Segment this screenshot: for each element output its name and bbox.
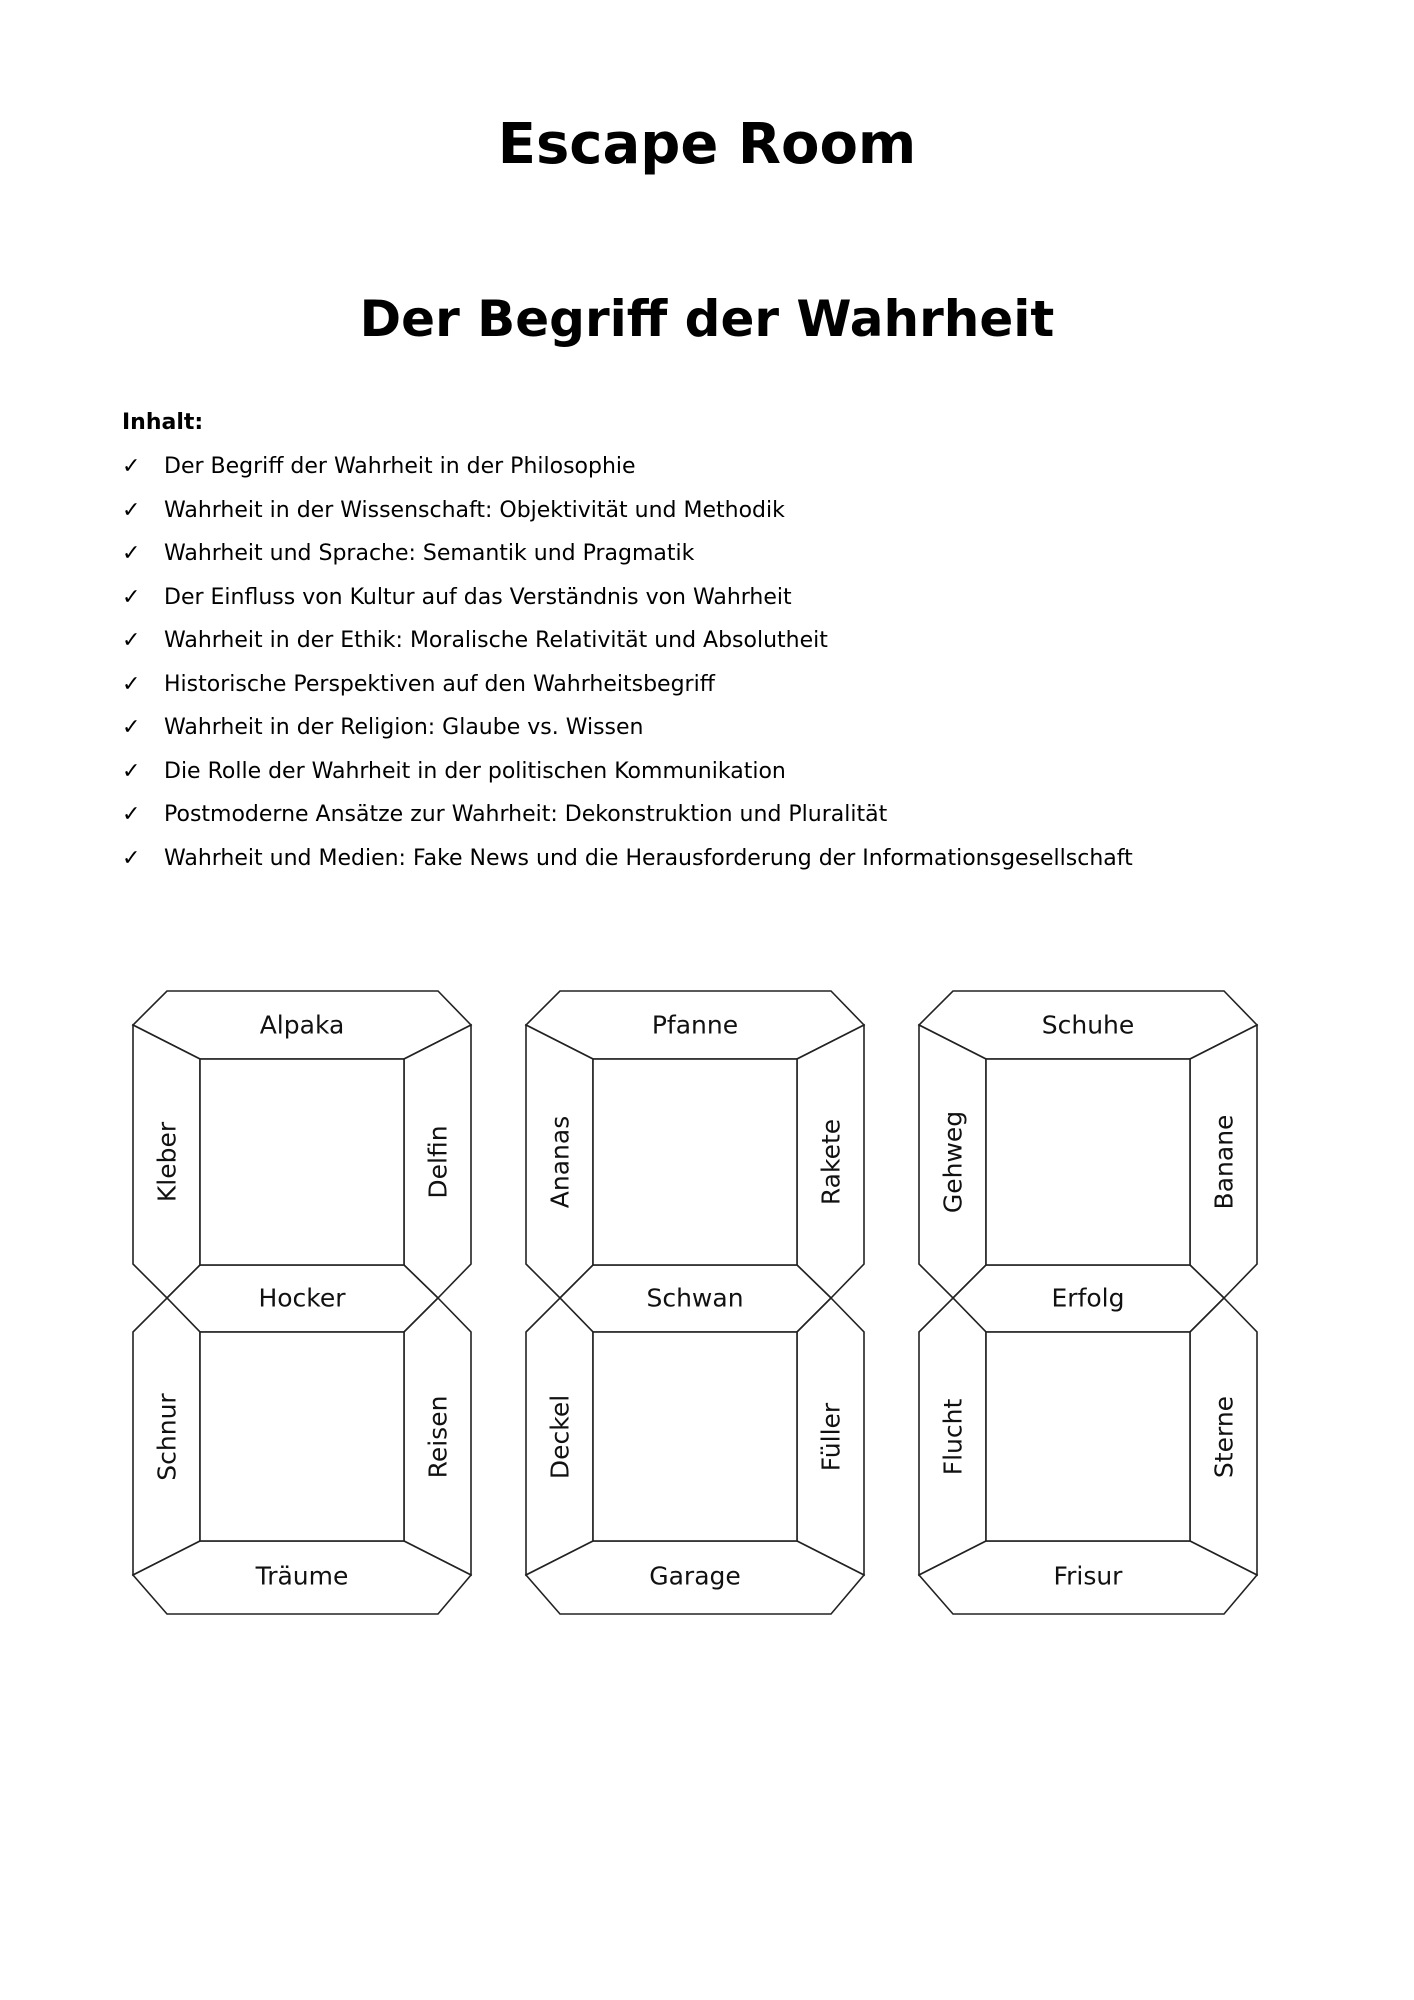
checkmark-icon: ✓ <box>122 628 141 654</box>
segment-label-top: Schuhe <box>1041 1010 1135 1040</box>
segment-label-upper-right: Rakete <box>816 1118 846 1206</box>
list-item-text: Wahrheit in der Religion: Glaube vs. Wissen <box>164 715 644 741</box>
checkmark-icon: ✓ <box>122 802 141 828</box>
digit-2 <box>526 991 864 1614</box>
checkmark-icon: ✓ <box>122 715 141 741</box>
list-item-text: Wahrheit in der Wissenschaft: Objektivität und Methodik <box>164 497 785 523</box>
segment-label-lower-left: Schnur <box>152 1393 182 1481</box>
checkmark-icon: ✓ <box>122 758 141 784</box>
segment-label-lower-right: Reisen <box>423 1395 453 1479</box>
list-item-text: Wahrheit in der Ethik: Moralische Relativität und Absolutheit <box>164 628 828 654</box>
checkmark-icon: ✓ <box>122 497 141 523</box>
list-item-text: Wahrheit und Sprache: Semantik und Pragmatik <box>164 541 695 567</box>
checkmark-icon: ✓ <box>122 671 141 697</box>
page-title: Escape Room <box>497 112 917 177</box>
segment-label-upper-left: Kleber <box>152 1121 182 1203</box>
segment-label-upper-left: Ananas <box>545 1115 575 1209</box>
lower-inner-box <box>200 1332 404 1541</box>
lower-inner-box <box>986 1332 1190 1541</box>
upper-inner-box <box>986 1059 1190 1265</box>
segment-label-upper-left: Gehweg <box>938 1110 968 1214</box>
segment-label-middle: Schwan <box>646 1283 744 1313</box>
list-item-text: Historische Perspektiven auf den Wahrheitsbegriff <box>164 671 715 697</box>
segment-label-top: Pfanne <box>651 1010 739 1040</box>
digit-1 <box>133 991 471 1614</box>
content-label: Inhalt: <box>122 410 204 435</box>
segment-label-lower-left: Deckel <box>545 1394 575 1480</box>
segment-label-bottom: Garage <box>649 1561 741 1591</box>
checkmark-icon: ✓ <box>122 584 141 610</box>
segment-label-lower-right: Sterne <box>1209 1395 1239 1479</box>
segment-label-lower-left: Flucht <box>938 1398 968 1476</box>
segment-label-middle: Hocker <box>258 1283 346 1313</box>
list-item-text: Die Rolle der Wahrheit in der politischen Kommunikation <box>164 758 786 784</box>
segment-label-upper-right: Delfin <box>423 1125 453 1199</box>
segment-label-upper-right: Banane <box>1209 1114 1239 1210</box>
list-item-text: Wahrheit und Medien: Fake News und die Herausforderung der Informationsgesellschaft <box>164 845 1133 871</box>
lower-inner-box <box>593 1332 797 1541</box>
page-subtitle: Der Begriff der Wahrheit <box>359 290 1055 348</box>
upper-inner-box <box>593 1059 797 1265</box>
list-item-text: Postmoderne Ansätze zur Wahrheit: Dekonstruktion und Pluralität <box>164 802 888 828</box>
segment-label-middle: Erfolg <box>1051 1283 1125 1313</box>
checkmark-icon: ✓ <box>122 845 141 871</box>
segment-label-lower-right: Füller <box>816 1402 846 1472</box>
checkmark-icon: ✓ <box>122 541 141 567</box>
segment-label-bottom: Frisur <box>1053 1561 1123 1591</box>
digit-3 <box>919 991 1257 1614</box>
checkmark-icon: ✓ <box>122 454 141 480</box>
list-item-text: Der Begriff der Wahrheit in der Philosophie <box>164 454 636 480</box>
upper-inner-box <box>200 1059 404 1265</box>
segment-label-top: Alpaka <box>259 1010 345 1040</box>
segment-label-bottom: Träume <box>255 1561 349 1591</box>
list-item-text: Der Einfluss von Kultur auf das Verständnis von Wahrheit <box>164 584 792 610</box>
